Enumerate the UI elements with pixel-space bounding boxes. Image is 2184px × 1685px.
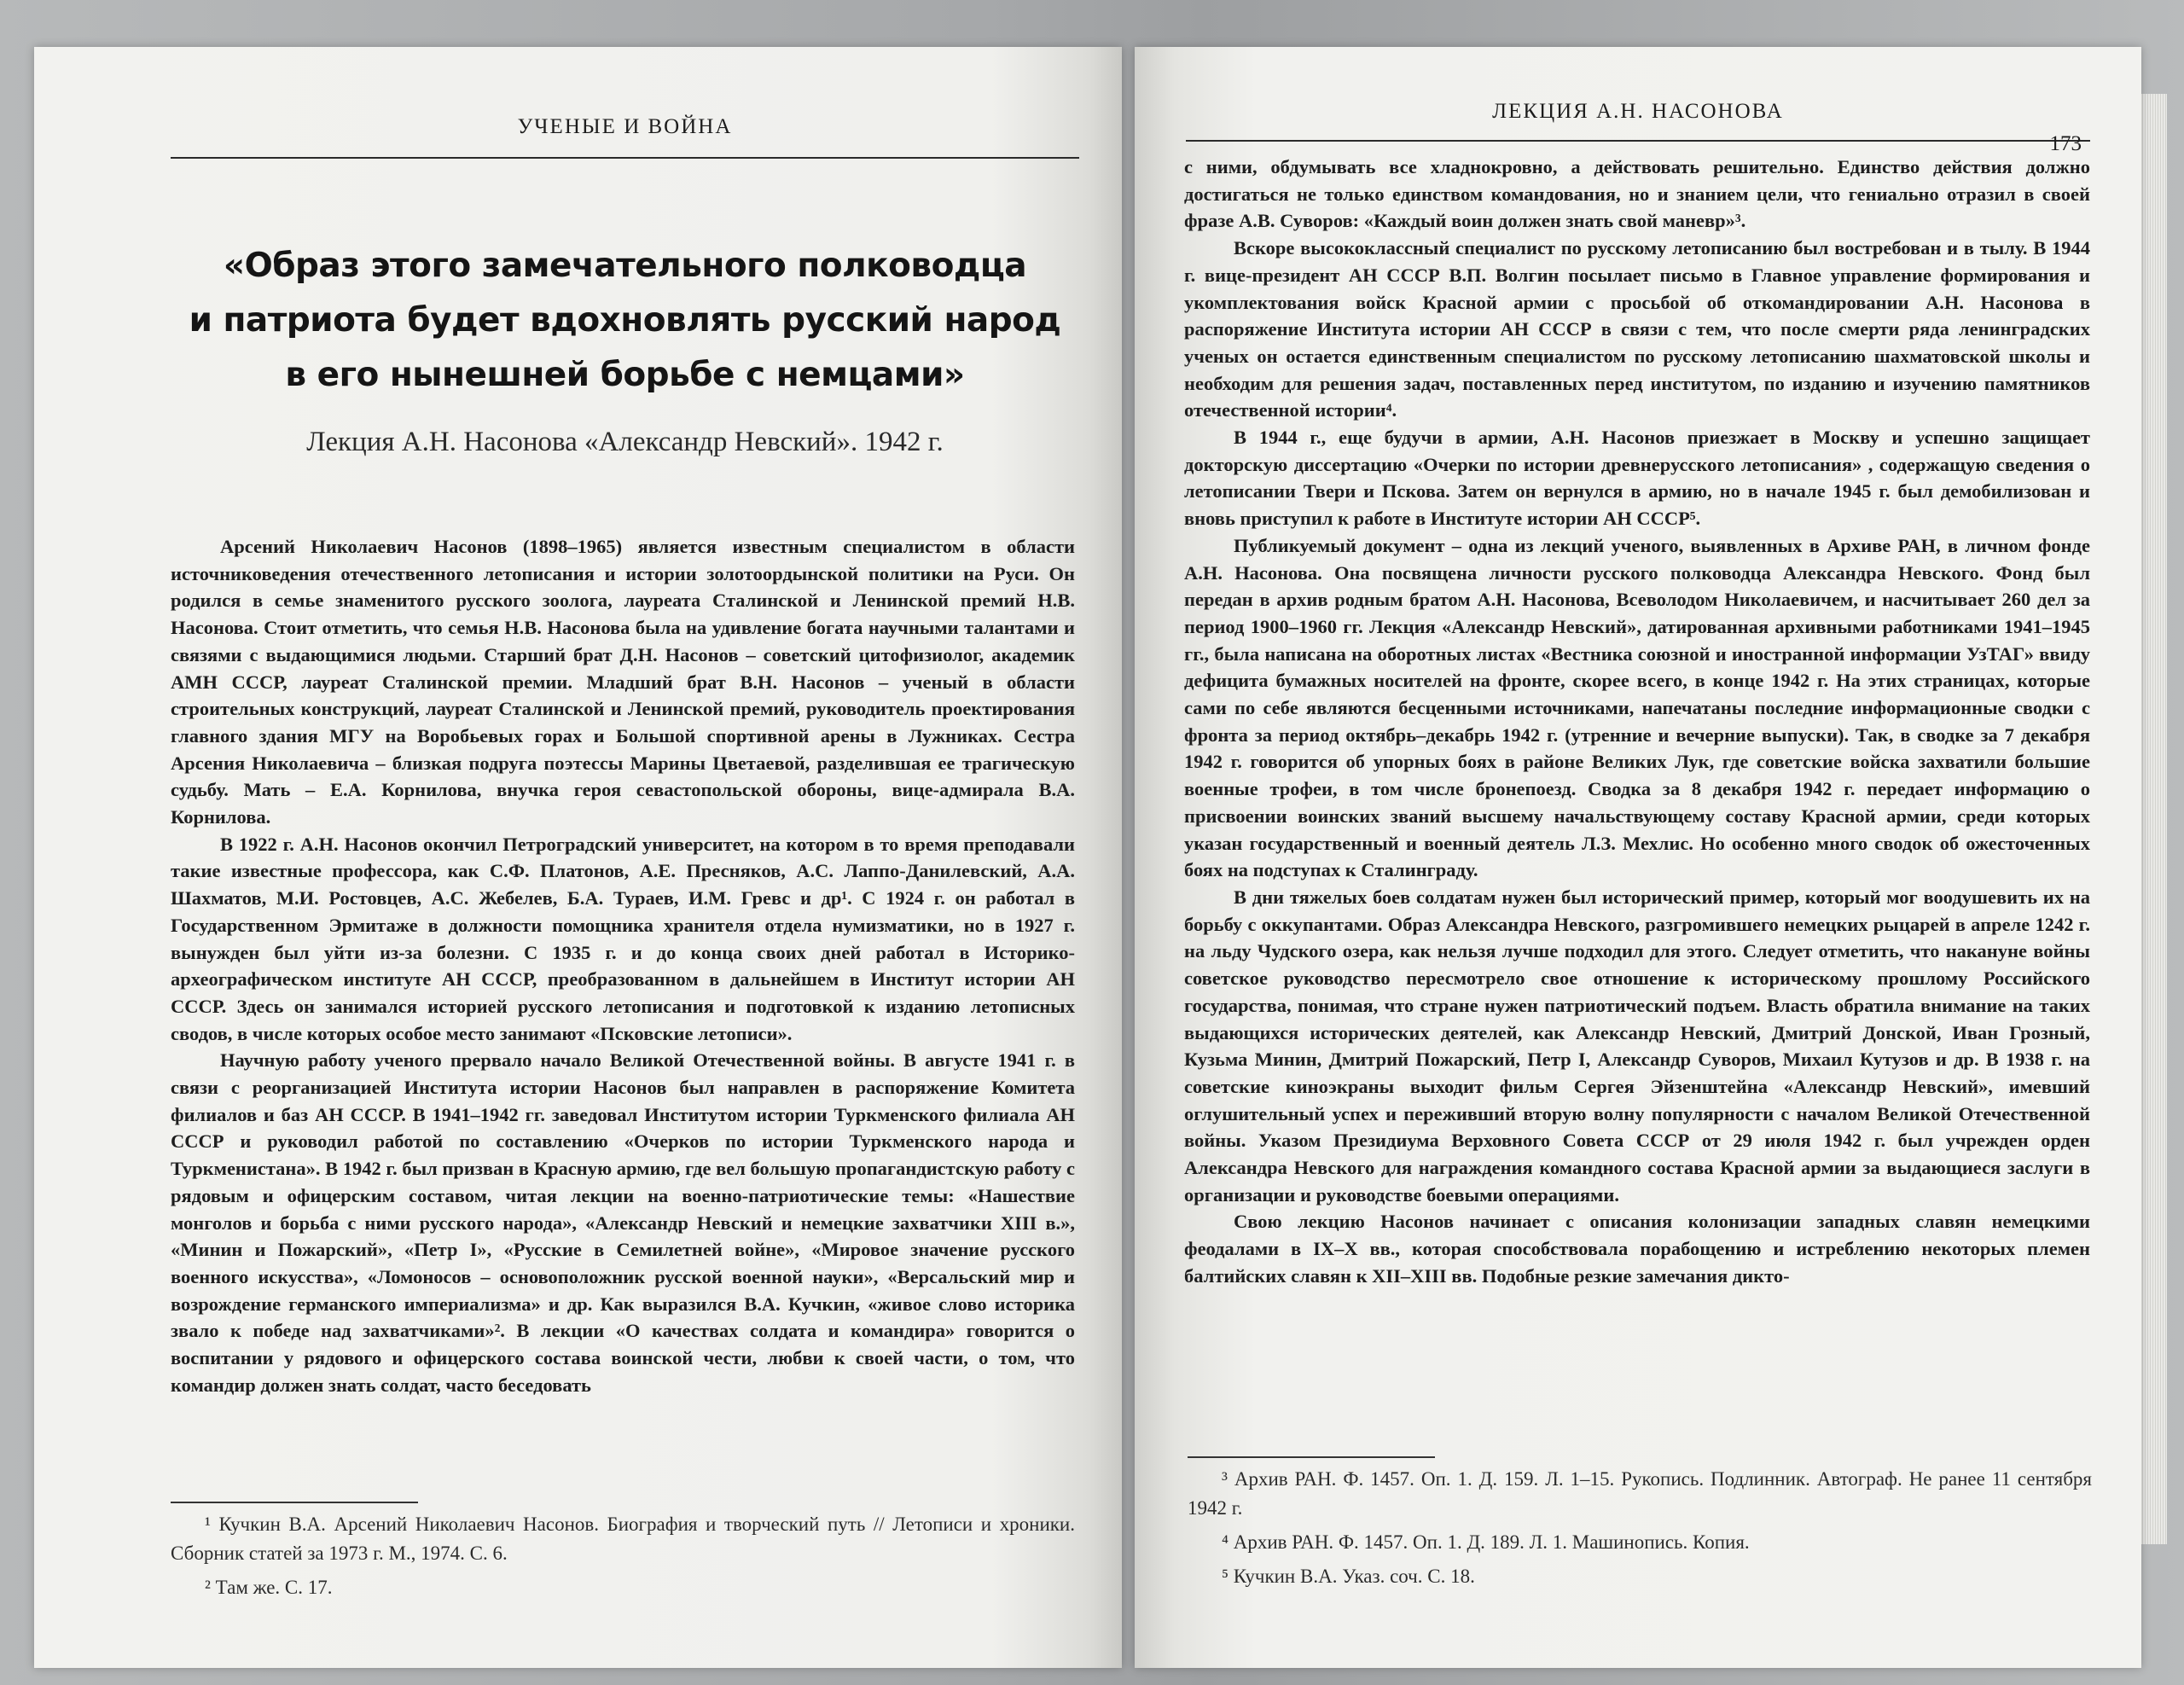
footnote: ² Там же. С. 17. (205, 1577, 333, 1598)
footnote: ⁵ Кучкин В.А. Указ. соч. С. 18. (1222, 1566, 1475, 1587)
paragraph: с ними, обдумывать все хладнокровно, а действовать решительно. Единство действия должно достигаться не только единством командования, но и знанием цели, что гениально отразил в своей фразе А.В. Суворов: «Каждый воин должен знать свой маневр»³. (1184, 156, 2090, 232)
page-number: 173 (2049, 132, 2082, 155)
article-title-block (171, 239, 1079, 458)
paragraph: Научную работу ученого прервало начало Великой Отечественной войны. В августе 1941 г. в связи с реорганизацией Института истории Насонов был направлен в распоряжение Комитета филиалов и баз АН СССР. В 1941–1942 гг. заведовал Институтом истории Туркменского филиала АН СССР и руководил работой по составлению «Очерков по истории Туркменского народа и Туркменистана». В 1942 г. был призван в Красную армию, где вел большую пропагандистскую работу с рядовым и офицерским составом, читая лекции на военно-патриотические темы: «Нашествие монголов и борьба с ними русского народа», «Александр Невский и немецкие захватчики XIII в.», «Минин и Пожарский», «Петр I», «Русские в Семилетней войне», «Мировое значение русского военного искусства», «Ломоносов – основоположник русской военной науки», «Версальский мир и возрождение германского империализма» и др. Как выразился В.А. Кучкин, «живое слово историка звало к победе над захватчиками»². В лекции «О качествах солдата и командира» говорится о воспитании у рядового и офицерского состава воинской чести, любви к своей части, о том, что командир должен знать солдат, часто беседовать (171, 1049, 1075, 1396)
paragraph: Вскоре высококлассный специалист по русскому летописанию был востребован и в тылу. В 1944 г. вице-президент АН СССР В.П. Волгин посылает письмо в Главное управление формирования и укомплектования войск Красной армии с просьбой об откомандировании А.Н. Насонова в распоряжение Института истории АН СССР в связи с тем, что после смерти ряда ленинградских ученых он остается единственным специалистом по русскому летописанию шахматовской школы и необходим для решения задач, поставленных перед институтом, по изданию и изучению памятников отечественной истории⁴. (1184, 237, 2090, 421)
paragraph: В 1922 г. А.Н. Насонов окончил Петроградский университет, на котором в то время преподавали такие известные профессора, как С.Ф. Платонов, А.Е. Пресняков, А.С. Лаппо-Данилевский, А.А. Шахматов, М.И. Ростовцев, А.С. Жебелев, Б.А. Тураев, И.М. Гревс и др¹. С 1924 г. он работал в Государственном Эрмитаже в должности помощника хранителя отдела нумизматики, но в 1927 г. вынужден был уйти из-за болезни. С 1935 г. и до конца своих дней работал в Историко-археографическом институте АН СССР, преобразованном в дальнейшем в Институт истории АН СССР. Здесь он занимался историей русского летописания и подготовкой к изданию летописных сводов, в числе которых особое место занимают «Псковские летописи». (171, 833, 1075, 1044)
footnotes (171, 1510, 1075, 1607)
title-line: в его нынешней борьбе с немцами» (285, 356, 965, 394)
paragraph: Свою лекцию Насонов начинает с описания колонизации западных славян немецкими феодалами в IX–X вв., которая способствовала порабощению и истреблению некоторых племен балтийских славян к XII–XIII вв. Подобные резкие замечания дикто- (1184, 1211, 2090, 1287)
paragraph: Публикуемый документ – одна из лекций ученого, выявленных в Архиве РАН, в личном фонде А.Н. Насонова. Она посвящена личности русского полководца Александра Невского. Фонд был передан в архив родным братом А.Н. Насонова, Всеволодом Николаевичем, и насчитывает 260 дел за период 1900–1960 гг. Лекция «Александр Невский», датированная архивными работниками 1941–1945 гг., была написана на оборотных листах «Вестника союзной и иностранной информации УзТАГ» ввиду дефицита бумажных носителей на фронте, скорее всего, в конце 1942 г. На этих страницах, которые сами по себе являются бесценными источниками, напечатаны последние информационные сводки с фронта за период октябрь–декабрь 1942 г. (утренние и вечерние выпуски). Так, в сводке за 7 декабря 1942 г. говорится об упорных боях в районе Великих Лук, где советские войска захватили большие военные трофеи, в том числе бронепоезд. Сводка за 8 декабря 1942 г. передает информацию о присвоении воинских званий высшему начальствующему составу Красной армии, среди которых указан государственный и военный деятель Л.З. Мехлис. Но особенно много сводок об ожесточенных боях на подступах к Сталинграду. (1184, 534, 2090, 881)
article-subtitle: Лекция А.Н. Насонова «Александр Невский». 1942 г. (306, 427, 944, 457)
paragraph: Арсений Николаевич Насонов (1898–1965) является известным специалистом в области источниковедения отечественного летописания и истории золотоордынской политики на Руси. Он родился в семье знаменитого русского зоолога, лауреата Сталинской и Ленинской премий Н.В. Насонова. Стоит отметить, что семья Н.В. Насонова была на удивление богата научными талантами и связями с выдающимися людьми. Старший брат Д.Н. Насонов – советский цитофизиолог, академик АМН СССР, лауреат Сталинской премии. Младший брат В.Н. Насонов – ученый в области строительных конструкций, лауреат Сталинской и Ленинской премий, руководитель проектирования главного здания МГУ на Воробьевых горах и Большой спортивной арены в Лужниках. Сестра Арсения Николаевича – близкая подруга поэтессы Марины Цветаевой, разделившая ее трагическую судьбу. Мать – Е.А. Корнилова, внучка героя севастопольской обороны, вице-адмирала В.А. Корнилова. (171, 536, 1075, 828)
footnote-rule (1188, 1456, 1435, 1458)
footnote: ⁴ Архив РАН. Ф. 1457. Оп. 1. Д. 189. Л. 1. Машинопись. Копия. (1222, 1531, 1750, 1553)
running-head: УЧЕНЫЕ И ВОЙНА (517, 115, 733, 138)
footnotes (1188, 1465, 2092, 1596)
right-page (1135, 47, 2141, 1668)
header-rule (171, 157, 1079, 159)
title-line: «Образ этого замечательного полководца (223, 247, 1027, 285)
footnote-rule (171, 1502, 418, 1503)
body-text (171, 533, 1075, 1399)
paragraph: В 1944 г., еще будучи в армии, А.Н. Насонов приезжает в Москву и успешно защищает докторскую диссертацию «Очерки по истории древнерусского летописания» , содержащую сведения о летописании Твери и Пскова. Затем он вернулся в армию, но в начале 1945 г. был демобилизован и вновь приступил к работе в Институте истории АН СССР⁵. (1184, 427, 2090, 530)
header-rule (1186, 140, 2090, 142)
article-title (171, 239, 1079, 403)
paragraph: В дни тяжелых боев солдатам нужен был исторический пример, который мог воодушевить их на борьбу с оккупантами. Образ Александра Невского, разгромившего немецких рыцарей в апреле 1242 г. на льду Чудского озера, как нельзя лучше подходил для этого. Следует отметить, что накануне войны советское руководство пересмотрело свое отношение к историческому прошлому Российского государства, понимая, что стране нужен патриотический подъем. Власть обратила внимание на таких выдающихся исторических деятелей, как Александр Невский, Дмитрий Донской, Иван Грозный, Кузьма Минин, Дмитрий Пожарский, Петр I, Александр Суворов, Михаил Кутузов и др. В 1938 г. на советские киноэкраны выходит фильм Сергея Эйзенштейна «Александр Невский», имевший оглушительный успех и переживший вторую волну популярности с началом Великой Отечественной войны. Указом Президиума Верховного Совета СССР от 29 июля 1942 г. был учрежден орден Александра Невского для награждения командного состава Красной армии за выдающиеся заслуги в организации и руководстве боевыми операциями. (1184, 886, 2090, 1206)
title-line: и патриота будет вдохновлять русский народ (189, 301, 1061, 340)
body-text (1184, 154, 2090, 1290)
running-head: ЛЕКЦИЯ А.Н. НАСОНОВА (1492, 100, 1784, 123)
footnote: ³ Архив РАН. Ф. 1457. Оп. 1. Д. 159. Л. 1–15. Рукопись. Подлинник. Автограф. Не ранее 11 сентября 1942 г. (1188, 1468, 2092, 1519)
left-page (34, 47, 1122, 1668)
footnote: ¹ Кучкин В.А. Арсений Николаевич Насонов. Биография и творческий путь // Летописи и хроники. Сборник статей за 1973 г. М., 1974. С. 6. (171, 1514, 1075, 1564)
